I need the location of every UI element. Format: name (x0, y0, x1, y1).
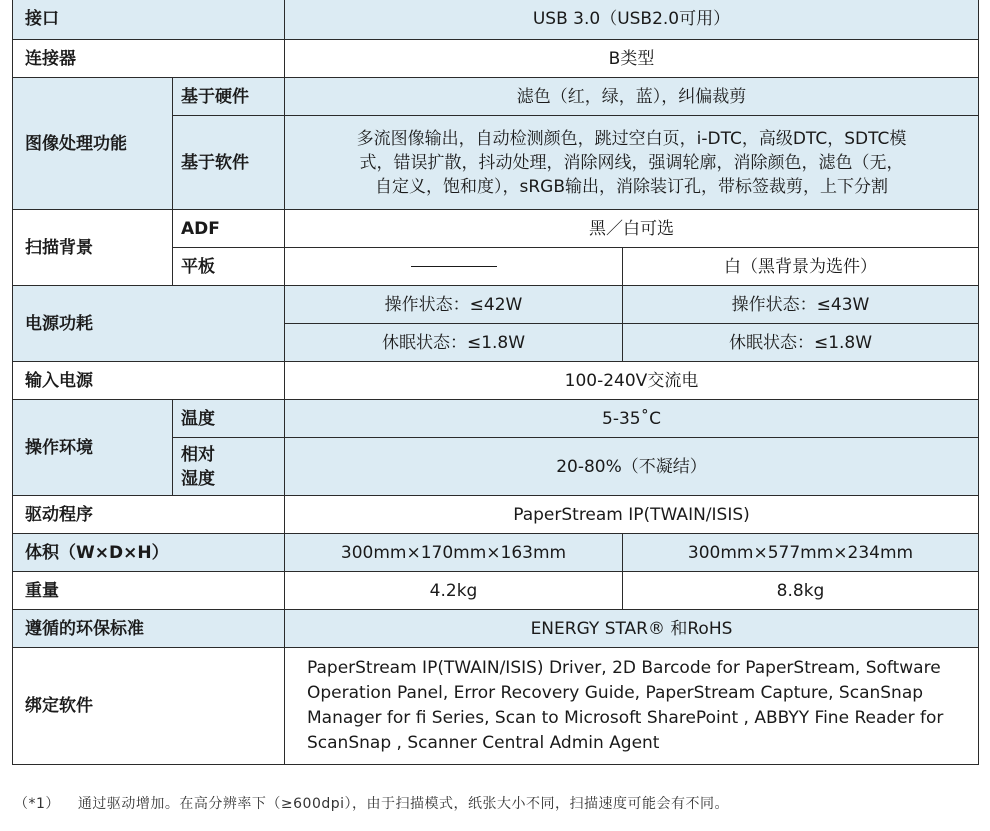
row-driver (13, 496, 979, 534)
footnote (14, 793, 747, 813)
row-env-temp (13, 400, 979, 438)
software-label: 基于软件 (173, 116, 285, 210)
row-weight (13, 572, 979, 610)
dimensions-right: 300mm×577mm×234mm (623, 534, 979, 572)
humidity-value: 20-80%（不凝结） (285, 438, 979, 496)
driver-label: 驱动程序 (13, 496, 285, 534)
row-power-operation (13, 286, 979, 324)
bundled-software-value (285, 648, 979, 765)
weight-right: 8.8kg (623, 572, 979, 610)
footnote-text: 通过驱动增加。在高分辨率下（≥600dpi），由于扫描模式，纸张大小不同，扫描速度可能会有不同。 (77, 796, 730, 812)
humidity-label-line: 相对 (181, 444, 215, 465)
env-standard-value: ENERGY STAR® 和RoHS (285, 610, 979, 648)
humidity-label (173, 438, 285, 496)
flatbed-value: 白（黑背景为选件） (623, 248, 979, 286)
environment-label: 操作环境 (13, 400, 173, 496)
hardware-value: 滤色（红，绿，蓝），纠偏裁剪 (285, 78, 979, 116)
bundled-software-line: Manager for fi Series, Scan to Microsoft SharePoint , ABBYY Fine Reader for (307, 708, 944, 728)
row-dimensions (13, 534, 979, 572)
row-interface (13, 0, 979, 40)
dash-line (411, 266, 497, 267)
image-processing-label: 图像处理功能 (13, 78, 173, 210)
row-input-power (13, 362, 979, 400)
connector-label: 连接器 (13, 40, 285, 78)
row-env-standard (13, 610, 979, 648)
row-bundled-software (13, 648, 979, 765)
humidity-label-line: 湿度 (181, 468, 215, 489)
interface-value: USB 3.0（USB2.0可用） (285, 0, 979, 40)
weight-label: 重量 (13, 572, 285, 610)
input-power-label: 输入电源 (13, 362, 285, 400)
dimensions-left: 300mm×170mm×163mm (285, 534, 623, 572)
software-value-line: 自定义，饱和度），sRGB输出，消除装订孔，带标签裁剪，上下分割 (374, 176, 888, 197)
power-sleep-right: 休眠状态：≤1.8W (623, 324, 979, 362)
software-value-line: 多流图像输出，自动检测颜色，跳过空白页，i-DTC，高级DTC，SDTC模 (356, 128, 907, 149)
connector-value: B类型 (285, 40, 979, 78)
bundled-software-line: ScanSnap , Scanner Central Admin Agent (307, 733, 660, 753)
flatbed-label: 平板 (173, 248, 285, 286)
hardware-label: 基于硬件 (173, 78, 285, 116)
scan-background-label: 扫描背景 (13, 210, 173, 286)
row-scan-adf (13, 210, 979, 248)
spec-table (12, 0, 979, 765)
adf-label: ADF (173, 210, 285, 248)
row-connector (13, 40, 979, 78)
power-op-left: 操作状态：≤42W (285, 286, 623, 324)
flatbed-dash (285, 248, 623, 286)
bundled-software-label: 绑定软件 (13, 648, 285, 765)
adf-value: 黑／白可选 (285, 210, 979, 248)
bundled-software-line: Operation Panel, Error Recovery Guide, PaperStream Capture, ScanSnap (307, 683, 924, 703)
weight-left: 4.2kg (285, 572, 623, 610)
input-power-value: 100-240V交流电 (285, 362, 979, 400)
row-image-hardware (13, 78, 979, 116)
interface-label: 接口 (13, 0, 285, 40)
power-sleep-left: 休眠状态：≤1.8W (285, 324, 623, 362)
power-op-right: 操作状态：≤43W (623, 286, 979, 324)
bundled-software-line: PaperStream IP(TWAIN/ISIS) Driver, 2D Barcode for PaperStream, Software (307, 658, 941, 678)
footnote-mark: （*1） (14, 796, 60, 812)
driver-value: PaperStream IP(TWAIN/ISIS) (285, 496, 979, 534)
env-standard-label: 遵循的环保标准 (13, 610, 285, 648)
power-consumption-label: 电源功耗 (13, 286, 285, 362)
dimensions-label: 体积（W×D×H） (13, 534, 285, 572)
temp-label: 温度 (173, 400, 285, 438)
software-value (285, 116, 979, 210)
temp-value: 5-35˚C (285, 400, 979, 438)
software-value-line: 式，错误扩散，抖动处理，消除网线，强调轮廓，消除颜色，滤色（无， (359, 152, 904, 173)
